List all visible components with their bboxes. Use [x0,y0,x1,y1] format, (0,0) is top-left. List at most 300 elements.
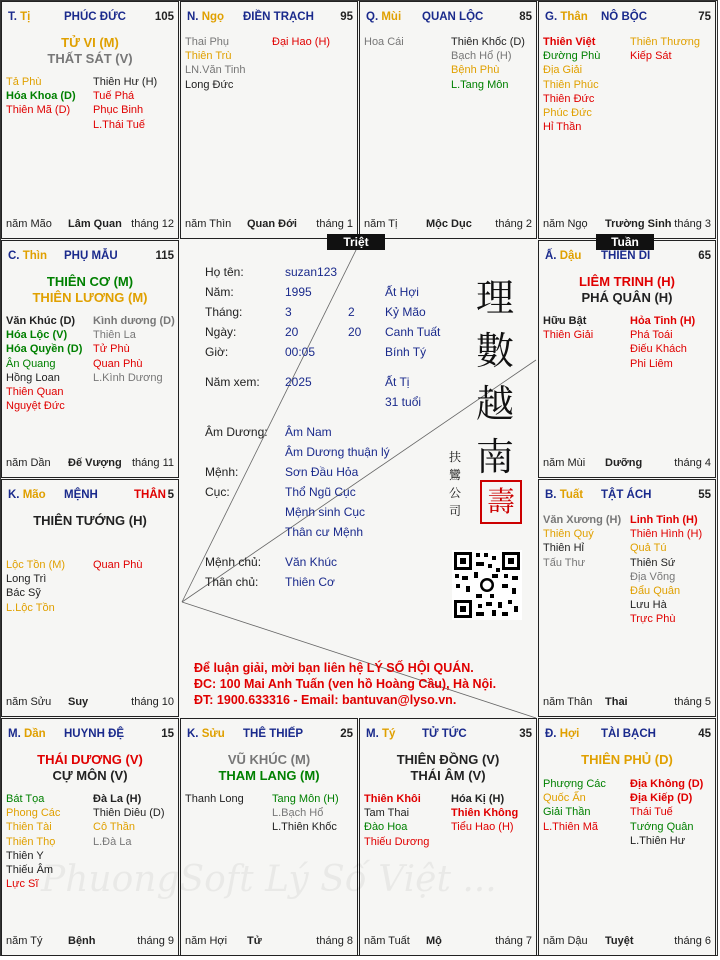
palace-age-number: 115 [155,250,174,262]
palace-can: Q. [366,11,379,23]
palace-month: tháng 9 [137,935,174,947]
minor-star: Hỏa Tinh (H) [630,315,696,327]
palace-cell[interactable] [538,1,716,239]
palace-year: năm Mùi [543,457,586,469]
minor-stars-right [93,75,179,132]
view-year-value: 2025 [285,375,312,389]
main-star: PHÁ QUÂN (H) [581,290,673,305]
palace-can: G. [545,11,558,23]
month-label: Tháng: [205,305,243,319]
palace-header [543,11,711,27]
palace-can: N. [187,11,199,23]
minor-star: Thiên Quan [6,386,64,399]
palace-month: tháng 4 [674,457,711,469]
minor-star: Thiên Quý [543,528,594,541]
minor-star: Hoa Cái [364,36,404,48]
cuc-label: Cục: [205,485,230,499]
minor-star: Tang Môn (H) [272,793,339,805]
main-star: THIÊN CƠ (M) [46,274,134,289]
minor-star: Thiên Hình (H) [630,528,703,541]
palace-name: TỬ TỨC [422,728,467,740]
palace-chi: Dậu [559,250,582,262]
minor-star: Ân Quang [6,357,56,370]
palace-footer [543,696,711,710]
minor-star: Tử Phù [93,343,130,356]
calligraphy-small: 扶鸞公司 [449,450,462,518]
minor-star: Giải Thần [543,806,591,819]
palace-year: năm Tị [364,218,398,230]
palace-month: tháng 1 [316,218,353,230]
minor-star: L.Thái Tuế [93,118,145,131]
year-label: Năm: [205,285,234,299]
palace-year: năm Mão [6,218,52,230]
minor-star: Thiên Giải [543,329,594,342]
minor-star: Lực Sĩ [6,878,39,891]
palace-name: THIÊN DI [601,250,651,262]
palace-age-number: 15 [161,728,174,740]
minor-star: L.Thiên Hư [630,834,686,847]
minor-stars-left [543,777,631,834]
minor-stars-right [272,35,358,49]
minor-star: Thiên Phúc [543,78,599,91]
minor-stars-right [451,35,537,92]
day-can-chi: Canh Tuất [385,325,441,339]
amduong-label: Âm Dương: [205,425,268,439]
minor-star: Quốc Ấn [543,792,586,805]
minor-star: L.Thiên Khốc [272,821,337,834]
palace-age-number: 75 [698,11,711,23]
palace-header [543,728,711,744]
palace-header [6,250,174,266]
calligraphy-logo: 理 數 越 南 [475,276,514,479]
palace-month: tháng 12 [131,218,174,230]
main-stars [2,752,178,784]
minor-star: Thiên Tài [6,821,52,834]
palace-can: K. [8,489,20,501]
minor-star: Quan Phù [93,357,143,370]
palace-stage: Tử [247,935,262,947]
main-stars [2,35,178,67]
menh-label: Mệnh: [205,465,239,479]
minor-star: Lộc Tồn (M) [6,559,66,571]
minor-star: Hồng Loan [6,371,60,384]
minor-star: Long Trì [6,573,47,586]
minor-star: Thiên Việt [543,36,596,48]
palace-footer [543,457,711,471]
palace-stage: Mộ [426,935,442,947]
palace-stage: Bệnh [68,935,96,947]
main-stars [2,513,178,529]
main-stars [539,274,715,306]
minor-star: Thiếu Dương [364,835,430,848]
palace-month: tháng 8 [316,935,353,947]
palace-footer [364,935,532,949]
palace-footer [6,935,174,949]
minor-star: Phúc Đức [543,107,592,120]
minor-star: Thiên La [93,329,136,342]
minor-star: Văn Khúc (D) [6,315,76,327]
minor-star: Thiếu Âm [6,864,54,877]
palace-footer [185,218,353,232]
minor-star: Thiên Mã (D) [6,104,71,117]
main-stars [360,752,536,784]
main-star: LIÊM TRINH (H) [578,274,676,289]
minor-star: Thiên Đức [543,92,595,105]
minor-star: Kiếp Sát [630,50,672,63]
minor-star: Hỉ Thần [543,121,582,134]
palace-cell[interactable] [1,479,179,717]
minor-star: Bát Tọa [6,793,45,805]
palace-header [6,728,174,744]
palace-can: M. [366,728,379,740]
minor-star: Đẩu Quân [630,585,681,598]
palace-name: THÊ THIẾP [243,728,304,740]
palace-header [364,728,532,744]
than-marker: THÂN [134,489,166,501]
minor-star: Bệnh Phù [451,64,500,77]
main-star: THIÊN TƯỚNG (H) [33,513,147,528]
palace-stage: Suy [68,696,89,708]
palace-month: tháng 2 [495,218,532,230]
month-solar: 3 [285,305,292,319]
minor-star: Bạch Hổ (H) [451,50,512,63]
palace-stage: Lâm Quan [68,218,122,230]
palace-cell[interactable] [538,718,716,956]
palace-stage: Tuyệt [605,935,634,947]
palace-footer [185,935,353,949]
palace-year: năm Hợi [185,935,228,947]
palace-cell[interactable] [359,718,537,956]
palace-chi: Mão [22,489,46,501]
minor-star: Thiên Y [6,849,44,862]
minor-star: Hóa Lộc (V) [6,329,68,342]
contact-line1: Để luận giải, mời bạn liên hệ LÝ SỐ HỘI QUÁN. [194,661,474,675]
hour-label: Giờ: [205,345,229,359]
minor-star: Địa Không (D) [630,778,704,790]
minor-stars-right [630,777,716,848]
hour-value: 00:05 [285,345,316,359]
minor-star: L.Đà La [93,835,132,848]
minor-star: Đại Hao (H) [272,36,331,48]
palace-footer [6,457,174,471]
minor-star: Tướng Quân [630,820,694,833]
minor-star: Thiên Hỉ [543,542,584,555]
palace-cell[interactable] [180,718,358,956]
palace-year: năm Dậu [543,935,588,947]
minor-stars-right [630,314,716,371]
contact-address: ĐC: 100 Mai Anh Tuấn (ven hồ Hoàng Cầu), Hà Nội. [194,677,497,691]
contact-block [194,660,496,708]
minor-stars-left [185,792,273,806]
palace-name: PHÚC ĐỨC [64,11,126,23]
palace-year: năm Thìn [185,218,232,230]
main-star: THẤT SÁT (V) [47,51,133,66]
minor-star: Cô Thần [93,821,135,834]
minor-stars-left [185,35,273,92]
palace-header [543,489,711,505]
palace-header [6,489,174,505]
palace-chi: Tý [381,728,396,740]
palace-cell[interactable] [180,1,358,239]
minor-star: Nguyệt Đức [6,400,65,413]
main-star: THIÊN PHỦ (D) [581,752,673,767]
cuc-relation: Mệnh sinh Cục [285,505,366,519]
palace-month: tháng 3 [674,218,711,230]
palace-chi: Ngọ [201,11,225,23]
palace-cell[interactable] [1,718,179,956]
amduong-note: Âm Dương thuận lý [285,445,390,459]
minor-star: Tả Phù [6,76,42,88]
contact-phone-email[interactable]: ĐT: 1900.633316 - Email: bantuvan@lyso.vn. [194,693,457,707]
menh-chu-label: Mệnh chủ: [205,555,262,569]
palace-month: tháng 5 [674,696,711,708]
minor-star: Phượng Các [543,778,606,790]
palace-age-number: 5 [167,489,174,501]
palace-year: năm Ngọ [543,218,588,230]
minor-star: L.Bạch Hổ [272,807,324,820]
minor-star: L.Tang Môn [451,78,509,91]
minor-star: Hữu Bật [543,315,587,327]
palace-name: TẬT ÁCH [601,489,652,501]
palace-cell[interactable] [1,1,179,239]
palace-month: tháng 6 [674,935,711,947]
palace-chi: Tuất [559,489,584,501]
name-label: Họ tên: [205,265,244,279]
minor-star: Tiểu Hao (H) [451,821,514,834]
minor-star: L.Thiên Mã [543,820,599,833]
amduong-value: Âm Nam [285,425,332,439]
month-can-chi: Kỷ Mão [385,305,426,319]
minor-star: L.Kình Dương [93,371,163,384]
minor-star: LN.Văn Tinh [185,64,246,77]
minor-stars-left [543,314,631,342]
palace-chi: Thìn [22,250,47,262]
minor-star: Hóa Kị (H) [451,793,505,805]
minor-stars-right [272,792,358,835]
palace-stage: Thai [605,696,628,708]
minor-star: Văn Xương (H) [543,514,622,526]
age-value: 31 tuổi [385,395,422,409]
than-chu-label: Thân chủ: [205,575,259,589]
palace-year: năm Dần [6,457,51,469]
minor-stars-left [543,35,631,134]
palace-can: K. [187,728,199,740]
palace-header [185,728,353,744]
palace-month: tháng 10 [131,696,174,708]
main-stars [2,274,178,306]
palace-stage: Dưỡng [605,457,643,469]
palace-header [364,11,532,27]
name-value: suzan123 [285,265,338,279]
triet-marker: Triệt [327,234,385,250]
minor-stars-right [93,314,179,385]
minor-stars-left [6,558,94,615]
palace-age-number: 105 [154,11,174,23]
main-star: TỬ VI (M) [61,35,119,50]
qr-code-icon[interactable] [452,550,522,620]
main-star: THÁI DƯƠNG (V) [37,752,143,767]
than-chu-value: Thiên Cơ [285,575,335,589]
minor-star: Lưu Hà [630,599,667,612]
main-star: THIÊN LƯƠNG (M) [32,290,148,305]
minor-star: Thiên Thọ [6,835,56,848]
minor-star: Quan Phù [93,559,143,571]
palace-age-number: 55 [698,489,711,501]
palace-year: năm Sửu [6,696,52,708]
minor-star: Địa Võng [630,570,676,583]
main-star: CỰ MÔN (V) [52,768,128,783]
palace-age-number: 25 [340,728,353,740]
month-lunar: 2 [348,305,355,319]
palace-month: tháng 7 [495,935,532,947]
palace-age-number: 65 [698,250,711,262]
minor-star: Tuế Phá [93,90,135,103]
tuan-marker: Tuần [596,234,654,250]
palace-footer [543,935,711,949]
minor-star: Phong Các [6,807,61,820]
minor-star: Kình dương (D) [93,315,175,327]
minor-stars-right [93,792,179,849]
minor-stars-right [93,558,179,572]
minor-star: Điếu Khách [630,343,687,356]
minor-stars-right [451,792,537,835]
palace-chi: Dần [23,728,46,740]
palace-can: C. [8,250,20,262]
minor-star: Thiên Không [451,807,519,820]
minor-star: Địa Kiếp (D) [630,792,693,805]
palace-name: MỆNH [64,489,98,501]
minor-star: Linh Tinh (H) [630,514,698,526]
menh-chu-value: Văn Khúc [285,555,338,569]
day-lunar: 20 [348,325,362,339]
palace-age-number: 45 [698,728,711,740]
watermark: PhuongSoft Lý Số Việt ... [41,859,497,900]
palace-name: QUAN LỘC [422,11,484,23]
main-star: THIÊN ĐỒNG (V) [396,752,500,767]
palace-cell[interactable] [1,240,179,478]
minor-stars-right [630,35,716,63]
minor-stars-left [364,792,452,849]
minor-star: Thiên Khôi [364,793,421,805]
palace-stage: Trường Sinh [605,218,672,230]
cuc-value: Thổ Ngũ Cục [285,485,356,499]
palace-age-number: 85 [519,11,532,23]
day-label: Ngày: [205,325,237,339]
minor-star: Bác Sỹ [6,587,41,600]
minor-star: L.Lộc Tồn [6,601,55,614]
palace-cell[interactable] [538,240,716,478]
minor-star: Tấu Thư [543,556,586,569]
hour-can-chi: Bính Tý [385,345,427,359]
palace-year: năm Thân [543,696,593,708]
day-solar: 20 [285,325,299,339]
palace-footer [6,218,174,232]
menh-value: Sơn Đầu Hỏa [285,465,359,479]
palace-chi: Mùi [381,11,402,23]
minor-star: Thiên Trù [185,50,232,63]
main-stars [181,752,357,784]
minor-star: Thiên Diêu (D) [93,807,165,820]
palace-can: Ấ. [545,250,557,262]
palace-name: HUYNH ĐỆ [64,728,125,740]
minor-stars-left [6,75,94,118]
palace-chi: Tị [20,11,31,23]
palace-chi: Sửu [201,728,225,740]
palace-can: B. [545,489,557,501]
main-star: VŨ KHÚC (M) [227,752,311,767]
minor-star: Địa Giải [543,64,583,77]
palace-chi: Hợi [559,728,580,740]
palace-name: ĐIỀN TRẠCH [243,11,314,23]
palace-cell[interactable] [359,1,537,239]
minor-star: Hóa Quyền (D) [6,343,83,356]
palace-header [185,11,353,27]
minor-stars-left [364,35,452,49]
minor-star: Long Đức [185,78,234,91]
minor-star: Phục Binh [93,104,144,117]
minor-star: Đà La (H) [93,793,142,805]
minor-star: Thái Tuế [630,806,673,819]
minor-star: Phá Toái [630,329,673,342]
minor-stars-right [630,513,716,627]
minor-star: Hóa Khoa (D) [6,90,76,103]
minor-stars-left [543,513,631,570]
than-cu: Thân cư Mệnh [285,525,364,539]
minor-star: Thiên Thương [630,36,701,48]
minor-star: Phi Liêm [630,357,673,370]
palace-stage: Quan Đới [247,218,297,230]
palace-can: T. [8,11,17,23]
main-stars [539,752,715,768]
palace-stage: Đế Vượng [68,457,122,469]
palace-age-number: 95 [340,11,353,23]
minor-star: Thanh Long [185,793,244,805]
palace-name: NÔ BỘC [601,11,647,23]
palace-header [6,11,174,27]
palace-age-number: 35 [519,728,532,740]
palace-header [543,250,711,266]
palace-footer [543,218,711,232]
main-star: THÁI ÂM (V) [410,768,486,783]
year-can-chi: Ất Hợi [385,285,419,299]
seal-stamp: 壽 [480,480,522,524]
palace-name: TÀI BẠCH [601,728,656,740]
minor-stars-left [6,314,94,413]
minor-star: Quả Tú [630,542,667,555]
palace-month: tháng 11 [131,457,174,469]
palace-can: Đ. [545,728,557,740]
minor-star: Thiên Khốc (D) [451,36,525,48]
palace-year: năm Tý [6,935,43,947]
view-year-label: Năm xem: [205,375,260,389]
palace-stage: Mộc Dục [426,218,472,230]
palace-name: PHỤ MẪU [64,250,118,262]
center-info-panel [180,240,538,718]
year-value: 1995 [285,285,312,299]
view-year-can-chi: Ất Tị [385,375,410,389]
palace-can: M. [8,728,21,740]
palace-chi: Thân [560,11,588,23]
minor-star: Thiên Sứ [630,556,676,569]
main-star: THAM LANG (M) [218,768,320,783]
palace-footer [364,218,532,232]
minor-star: Thai Phụ [185,36,230,48]
minor-star: Đường Phù [543,50,601,63]
palace-year: năm Tuất [364,935,410,947]
palace-footer [6,696,174,710]
minor-star: Thiên Hư (H) [93,76,158,88]
palace-cell[interactable] [538,479,716,717]
